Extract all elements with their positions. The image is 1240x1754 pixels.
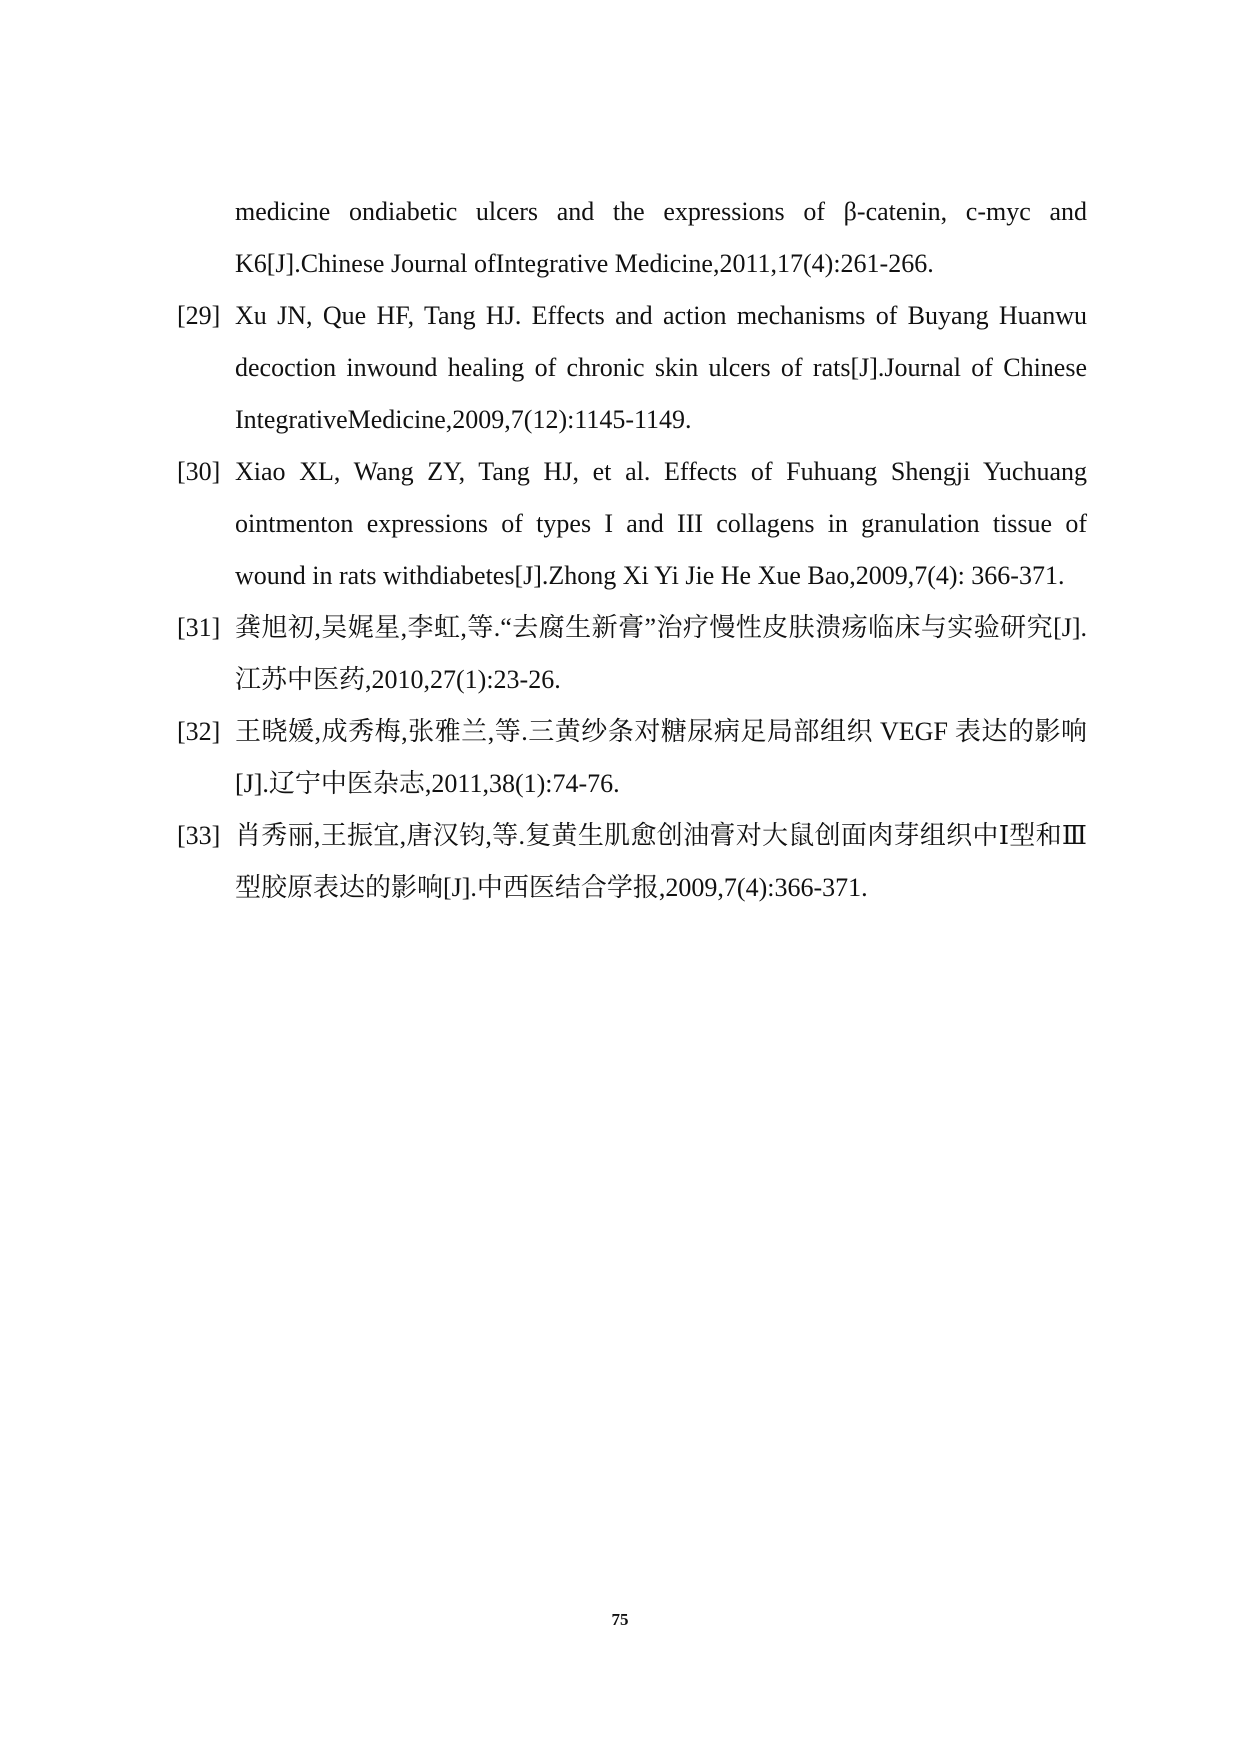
reference-number: [33] — [177, 821, 221, 850]
reference-number: [30] — [177, 457, 221, 486]
reference-item-32 — [177, 706, 1087, 810]
reference-number: [29] — [177, 301, 221, 330]
reference-text: medicine ondiabetic ulcers and the expressions of β-catenin, c-myc and K6[J].Chinese Journal ofIntegrative Medicine,2011,17(4):261-266. — [235, 197, 1087, 278]
reference-text: 肖秀丽,王振宜,唐汉钧,等.复黄生肌愈创油膏对大鼠创面肉芽组织中Ⅰ型和Ⅲ型胶原表达的影响[J].中西医结合学报,2009,7(4):366-371. — [235, 821, 1087, 902]
reference-number: [31] — [177, 613, 221, 642]
reference-item-33 — [177, 810, 1087, 914]
reference-text: Xu JN, Que HF, Tang HJ. Effects and action mechanisms of Buyang Huanwu decoction inwound healing of chronic skin ulcers of rats[J].Journal of Chinese IntegrativeMedicine,2009,7(12):1145-1149. — [235, 301, 1087, 434]
reference-continuation — [177, 186, 1087, 290]
reference-item-31 — [177, 602, 1087, 706]
reference-text: Xiao XL, Wang ZY, Tang HJ, et al. Effects of Fuhuang Shengji Yuchuang ointmenton expressions of types I and III collagens in granulation tissue of wound in rats withdiabetes[J].Zhong Xi Yi Jie He Xue Bao,2009,7(4): 366-371. — [235, 457, 1087, 590]
page-number: 75 — [611, 1610, 629, 1629]
reference-item-29 — [177, 290, 1087, 446]
reference-text: 龚旭初,吴娓星,李虹,等.“去腐生新膏”治疗慢性皮肤溃疡临床与实验研究[J].江苏中医药,2010,27(1):23-26. — [235, 613, 1087, 694]
reference-number: [32] — [177, 717, 221, 746]
reference-text: 王晓媛,成秀梅,张雅兰,等.三黄纱条对糖尿病足局部组织 VEGF 表达的影响[J].辽宁中医杂志,2011,38(1):74-76. — [235, 717, 1087, 798]
reference-list — [177, 186, 1087, 914]
reference-item-30 — [177, 446, 1087, 602]
